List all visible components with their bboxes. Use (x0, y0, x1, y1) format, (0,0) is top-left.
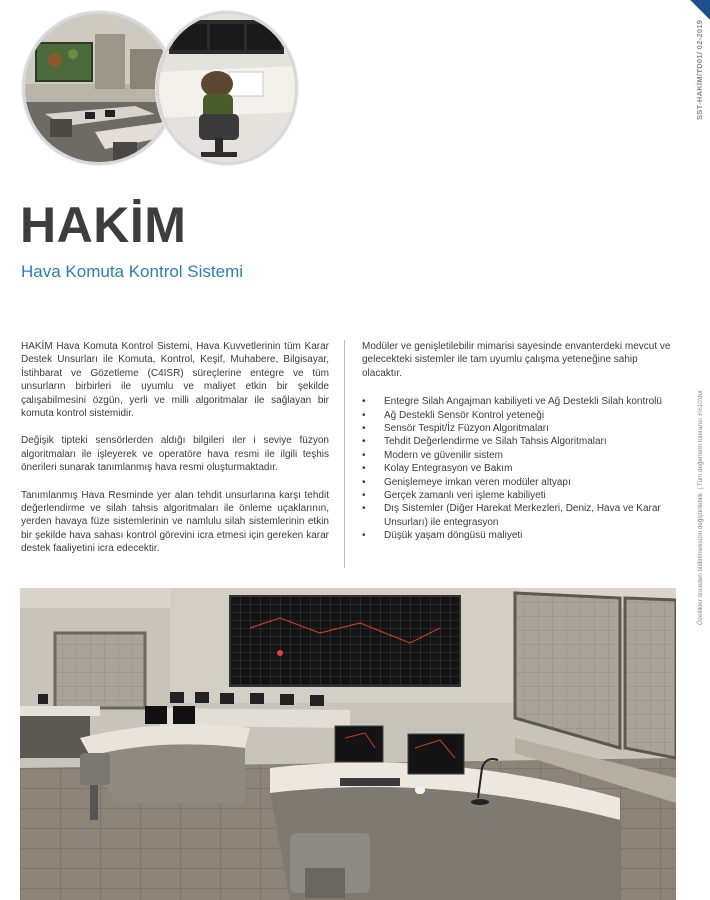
list-item: • Genişlemeye imkan veren modüler altyapı (362, 476, 680, 489)
list-item: • Ağ Destekli Sensör Kontrol yeteneği (362, 409, 680, 422)
disclaimer-text: Özellikler önceden bildirilmeksizin değiştirilebilir. | Tüm değerlerin toleransı ±%10'dur. (697, 388, 704, 625)
features-column (362, 340, 680, 543)
list-item: • Kolay Entegrasyon ve Bakım (362, 462, 680, 475)
list-item: • Düşük yaşam döngüsü maliyeti (362, 529, 680, 542)
document-code: SST-HAKİM/TD01/ 02-2019 (695, 19, 704, 120)
control-room-overview-photo (22, 11, 176, 165)
features-intro: Modüler ve genişletilebilir mimarisi sayesinde envanterdeki mevcut ve gelecekteki sistemler ile tam uyumlu çalışma yeteneğine sahip olacaktır. (362, 341, 671, 379)
paragraph: Tanımlanmış Hava Resminde yer alan tehdit unsurlarına karşı tehdit değerlendirme ve silah tahsis algoritmaları ile önleme uçaklarının, yerden havaya füze sistemlerinin ve namlulu silah sistemlerinin etkin bir şekilde hava sahası kontrol görevini icra etmesi için gereken karar destek faaliyetini icra edecektir. (21, 489, 329, 555)
list-item: • Modern ve güvenilir sistem (362, 449, 680, 462)
list-item: • Tehdit Değerlendirme ve Silah Tahsis Algoritmaları (362, 435, 680, 448)
control-room-render-photo (20, 588, 676, 900)
feature-list (362, 395, 680, 542)
paragraph: HAKİM Hava Komuta Kontrol Sistemi, Hava Kuvvetlerinin tüm Karar Destek Unsurları ile Komuta, Kontrol, Keşif, Muhabere, Bilgisayar, İstihbarat ve Gözetleme (C4ISR) süreçlerine entegre ve tüm unsurların birbirleri ile uyumlu ve maliyet etkin bir şekilde çalışabilmesini özgün, yerli ve milli algoritmalar ile sağlayan bir komuta kontrol sistemidir. (21, 341, 329, 420)
description-column (21, 340, 329, 570)
page-subtitle: Hava Komuta Kontrol Sistemi (21, 262, 244, 281)
list-item: • Entegre Silah Angajman kabiliyeti ve Ağ Destekli Silah kontrolü (362, 395, 680, 408)
operator-console-photo (156, 11, 298, 165)
column-divider (344, 340, 345, 568)
corner-accent (690, 0, 710, 20)
paragraph: Değişik tipteki sensörlerden aldığı bilgileri ıler i seviye füzyon algoritmaları ile işleyerek ve operatöre hava resmi ile ilgili teşhis önerileri sunarak tanımlanmış hava resmi oluşturmaktadır. (21, 435, 329, 474)
list-item: • Sensör Tespit/İz Füzyon Algoritmaları (362, 422, 680, 435)
page-title: HAKİM (20, 197, 187, 253)
list-item: • Gerçek zamanlı veri işleme kabiliyeti (362, 489, 680, 502)
list-item: • Dış Sistemler (Diğer Harekat Merkezleri, Deniz, Hava ve Karar Unsurları) ile entegrasyon (362, 502, 680, 529)
